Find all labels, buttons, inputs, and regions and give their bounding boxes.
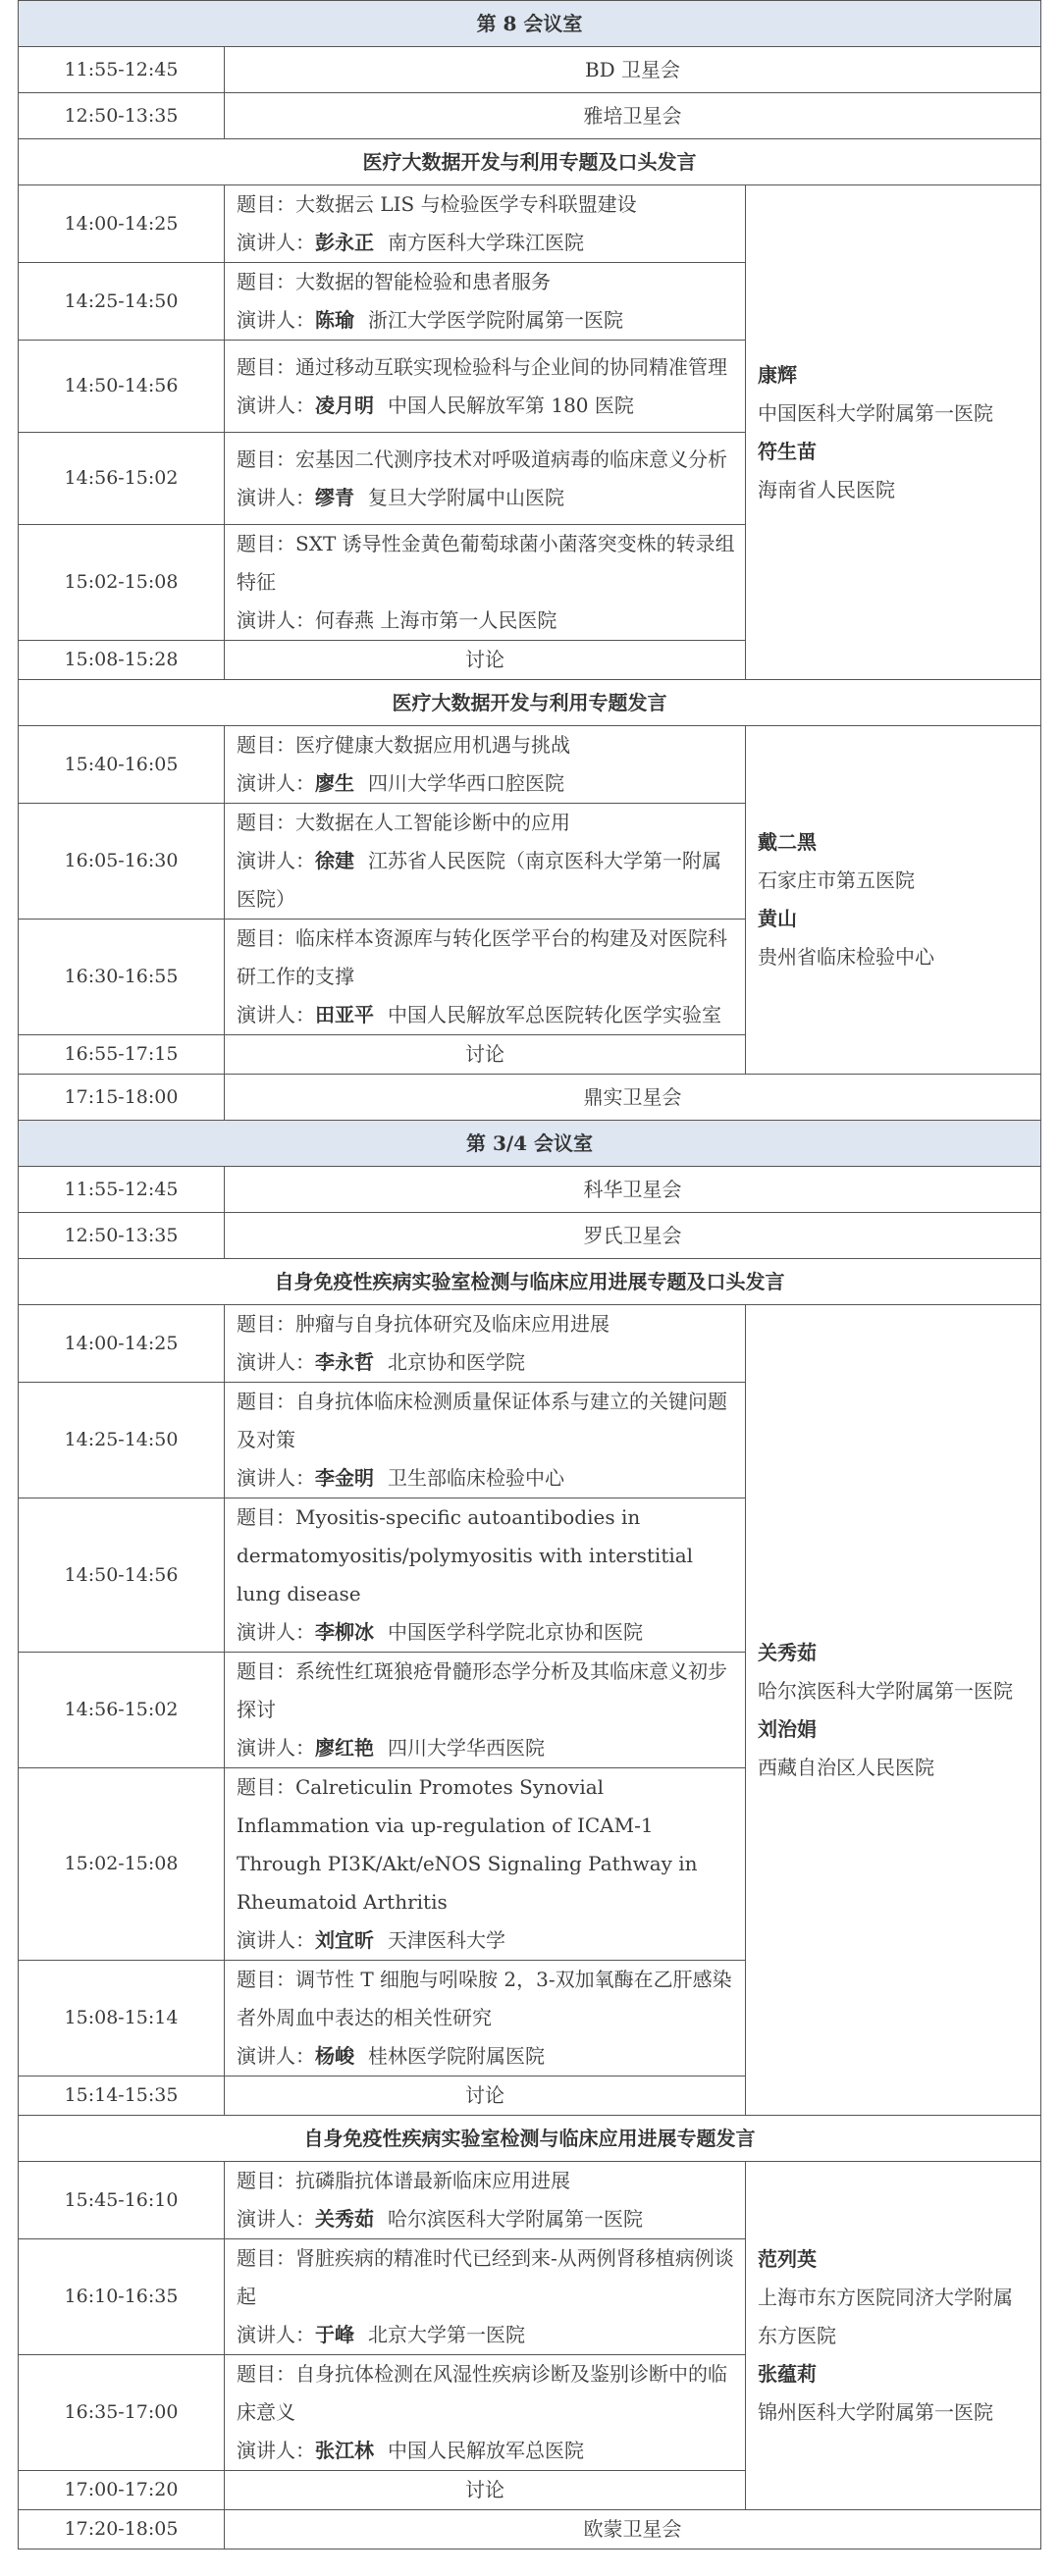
- time-slot: 15:14-15:35: [19, 2077, 225, 2116]
- session-title: 自身免疫性疾病实验室检测与临床应用进展专题发言: [19, 2116, 1041, 2162]
- talk-topic: 题目：大数据云 LIS 与检验医学专科联盟建设: [237, 192, 637, 216]
- speaker-label: 演讲人：: [237, 231, 315, 254]
- speaker-label: 演讲人：: [237, 2207, 315, 2231]
- talk-topic: 题目：SXT 诱导性金黄色葡萄球菌小菌落突变株的转录组特征: [237, 532, 735, 594]
- talk-row: [19, 185, 1041, 263]
- time-slot: 11:55-12:45: [19, 1167, 225, 1213]
- satellite-row: [19, 1213, 1041, 1259]
- chair-affiliation: 哈尔滨医科大学附属第一医院: [758, 1678, 1013, 1703]
- chair-name: 符生苗: [758, 439, 817, 463]
- session-chairs: [746, 1305, 1041, 2116]
- talk-topic: 题目：系统性红斑狼疮骨髓形态学分析及其临床意义初步探讨: [237, 1659, 727, 1721]
- talk-details: [225, 804, 746, 920]
- speaker-affiliation: 中国医学科学院北京协和医院: [388, 1620, 643, 1644]
- talk-details: [225, 263, 746, 341]
- satellite-row: [19, 1167, 1041, 1213]
- speaker-name: 刘宜昕: [315, 1928, 374, 1952]
- speaker-affiliation: 四川大学华西口腔医院: [368, 771, 564, 795]
- speaker-affiliation: 中国人民解放军总医院转化医学实验室: [388, 1003, 721, 1026]
- session-title: 医疗大数据开发与利用专题发言: [19, 680, 1041, 726]
- discussion: 讨论: [225, 2471, 746, 2510]
- speaker-name: 张江林: [315, 2439, 374, 2462]
- time-slot: 17:20-18:05: [19, 2510, 225, 2550]
- talk-details: [225, 1383, 746, 1498]
- talk-details: [225, 1305, 746, 1383]
- time-slot: 12:50-13:35: [19, 1213, 225, 1259]
- discussion: 讨论: [225, 641, 746, 680]
- session-chairs: [746, 2162, 1041, 2510]
- talk-topic: 题目：临床样本资源库与转化医学平台的构建及对医院科研工作的支撑: [237, 926, 727, 988]
- time-slot: 15:02-15:08: [19, 525, 225, 641]
- session-title-row: [19, 1259, 1041, 1305]
- talk-row: [19, 1305, 1041, 1383]
- time-slot: 15:08-15:14: [19, 1961, 225, 2077]
- satellite-meeting: 雅培卫星会: [225, 93, 1041, 139]
- speaker-name: 徐建: [315, 849, 354, 872]
- talk-details: [225, 433, 746, 525]
- speaker-label: 演讲人：: [237, 771, 315, 795]
- chair-affiliation: 上海市东方医院同济大学附属东方医院: [758, 2285, 1013, 2347]
- satellite-meeting: BD 卫星会: [225, 47, 1041, 93]
- speaker-affiliation: 四川大学华西医院: [388, 1736, 545, 1760]
- talk-topic: 题目：自身抗体检测在风湿性疾病诊断及鉴别诊断中的临床意义: [237, 2362, 727, 2424]
- speaker-label: 演讲人：: [237, 485, 315, 509]
- chair-name: 张蕴莉: [758, 2361, 817, 2386]
- speaker-line: [237, 224, 735, 262]
- session-title: 医疗大数据开发与利用专题及口头发言: [19, 139, 1041, 185]
- time-slot: 15:40-16:05: [19, 726, 225, 804]
- speaker-name: 陈瑜: [315, 308, 354, 332]
- time-slot: 15:45-16:10: [19, 2162, 225, 2239]
- time-slot: 16:35-17:00: [19, 2355, 225, 2471]
- speaker-line: [237, 1921, 735, 1960]
- session-title-row: [19, 680, 1041, 726]
- speaker-label: 演讲人：: [237, 1736, 315, 1760]
- speaker-affiliation: 浙江大学医学院附属第一医院: [368, 308, 623, 332]
- speaker-label: 演讲人：: [237, 608, 315, 632]
- speaker-label: 演讲人：: [237, 849, 315, 872]
- satellite-row: [19, 47, 1041, 93]
- speaker-label: 演讲人：: [237, 1003, 315, 1026]
- talk-details: [225, 920, 746, 1035]
- time-slot: 16:55-17:15: [19, 1035, 225, 1075]
- time-slot: 16:10-16:35: [19, 2239, 225, 2355]
- speaker-label: 演讲人：: [237, 2439, 315, 2462]
- speaker-affiliation: 北京协和医学院: [388, 1350, 525, 1374]
- talk-details: [225, 1653, 746, 1768]
- speaker-affiliation: 中国人民解放军第 180 医院: [388, 393, 634, 417]
- speaker-affiliation: 中国人民解放军总医院: [388, 2439, 584, 2462]
- speaker-label: 演讲人：: [237, 1928, 315, 1952]
- speaker-name: 田亚平: [315, 1003, 374, 1026]
- speaker-line: [237, 764, 735, 803]
- time-slot: 14:56-15:02: [19, 1653, 225, 1768]
- room-header-row: [19, 1, 1041, 47]
- time-slot: 14:00-14:25: [19, 185, 225, 263]
- speaker-affiliation: 桂林医学院附属医院: [368, 2044, 545, 2068]
- chair-name: 关秀茹: [758, 1640, 817, 1664]
- time-slot: 14:50-14:56: [19, 341, 225, 433]
- speaker-line: [237, 387, 735, 425]
- talk-details: [225, 341, 746, 433]
- chair-affiliation: 石家庄市第五医院: [758, 868, 915, 892]
- time-slot: 17:15-18:00: [19, 1075, 225, 1121]
- time-slot: 14:25-14:50: [19, 263, 225, 341]
- time-slot: 15:08-15:28: [19, 641, 225, 680]
- speaker-name: 杨峻: [315, 2044, 354, 2068]
- session-chairs: [746, 726, 1041, 1075]
- speaker-line: [237, 2316, 735, 2354]
- talk-details: [225, 1961, 746, 2077]
- session-title: 自身免疫性疾病实验室检测与临床应用进展专题及口头发言: [19, 1259, 1041, 1305]
- speaker-affiliation: 江苏省人民医院（南京医科大学第一附属医院）: [237, 849, 721, 911]
- discussion: 讨论: [225, 1035, 746, 1075]
- talk-topic: 题目：大数据在人工智能诊断中的应用: [237, 811, 570, 834]
- speaker-line: [237, 2200, 735, 2238]
- time-slot: 12:50-13:35: [19, 93, 225, 139]
- time-slot: 16:30-16:55: [19, 920, 225, 1035]
- speaker-name: 于峰: [315, 2323, 354, 2346]
- speaker-label: 演讲人：: [237, 308, 315, 332]
- speaker-line: [237, 479, 735, 517]
- speaker-affiliation: 何春燕 上海市第一人民医院: [315, 608, 557, 632]
- session-chairs: [746, 185, 1041, 680]
- room-header-row: [19, 1121, 1041, 1167]
- talk-details: [225, 525, 746, 641]
- speaker-line: [237, 1343, 735, 1382]
- speaker-affiliation: 天津医科大学: [388, 1928, 505, 1952]
- time-slot: 17:00-17:20: [19, 2471, 225, 2510]
- speaker-name: 廖生: [315, 771, 354, 795]
- speaker-affiliation: 复旦大学附属中山医院: [368, 485, 564, 509]
- talk-details: [225, 1498, 746, 1653]
- talk-row: [19, 726, 1041, 804]
- satellite-row: [19, 1075, 1041, 1121]
- talk-details: [225, 726, 746, 804]
- time-slot: 15:02-15:08: [19, 1768, 225, 1961]
- discussion: 讨论: [225, 2077, 746, 2116]
- speaker-affiliation: 北京大学第一医院: [368, 2323, 525, 2346]
- satellite-meeting: 罗氏卫星会: [225, 1213, 1041, 1259]
- talk-topic: 题目：肿瘤与自身抗体研究及临床应用进展: [237, 1312, 610, 1336]
- speaker-name: 李柳冰: [315, 1620, 374, 1644]
- satellite-meeting: 欧蒙卫星会: [225, 2510, 1041, 2550]
- satellite-row: [19, 2510, 1041, 2550]
- speaker-line: [237, 1613, 735, 1652]
- chair-affiliation: 西藏自治区人民医院: [758, 1755, 934, 1779]
- chair-affiliation: 锦州医科大学附属第一医院: [758, 2399, 993, 2424]
- talk-details: [225, 2239, 746, 2355]
- speaker-line: [237, 1729, 735, 1767]
- speaker-line: [237, 2432, 735, 2470]
- satellite-meeting: 鼎实卫星会: [225, 1075, 1041, 1121]
- chair-affiliation: 中国医科大学附属第一医院: [758, 400, 993, 425]
- speaker-name: 彭永正: [315, 231, 374, 254]
- speaker-name: 缪青: [315, 485, 354, 509]
- talk-topic: 题目：Myositis-specific autoantibodies in dermatomyositis/polymyositis with interstitial lung disease: [237, 1505, 694, 1605]
- time-slot: 11:55-12:45: [19, 47, 225, 93]
- speaker-name: 李永哲: [315, 1350, 374, 1374]
- schedule-body: [19, 1, 1041, 2550]
- room-title: 第 8 会议室: [19, 1, 1041, 47]
- speaker-line: [237, 602, 735, 640]
- session-title-row: [19, 2116, 1041, 2162]
- time-slot: 14:50-14:56: [19, 1498, 225, 1653]
- speaker-label: 演讲人：: [237, 393, 315, 417]
- speaker-label: 演讲人：: [237, 2323, 315, 2346]
- chair-name: 康辉: [758, 362, 797, 387]
- talk-details: [225, 185, 746, 263]
- talk-topic: 题目：通过移动互联实现检验科与企业间的协同精准管理: [237, 354, 727, 379]
- chair-name: 范列英: [758, 2246, 817, 2271]
- talk-topic: 题目：肾脏疾病的精准时代已经到来-从两例肾移植病例谈起: [237, 2246, 734, 2308]
- speaker-line: [237, 1459, 735, 1498]
- time-slot: 16:05-16:30: [19, 804, 225, 920]
- talk-details: [225, 1768, 746, 1961]
- talk-topic: 题目：调节性 T 细胞与吲哚胺 2，3-双加氧酶在乙肝感染者外周血中表达的相关性研究: [237, 1968, 732, 2029]
- speaker-line: [237, 2037, 735, 2076]
- speaker-affiliation: 南方医科大学珠江医院: [388, 231, 584, 254]
- speaker-name: 关秀茹: [315, 2207, 374, 2231]
- chair-affiliation: 海南省人民医院: [758, 477, 895, 501]
- speaker-line: [237, 996, 735, 1034]
- speaker-name: 李金明: [315, 1466, 374, 1490]
- talk-topic: 题目：Calreticulin Promotes Synovial Inflammation via up-regulation of ICAM-1 Through PI3K/Akt/eNOS Signaling Pathway in Rheumatoid Arthritis: [237, 1775, 698, 1914]
- speaker-label: 演讲人：: [237, 2044, 315, 2068]
- speaker-label: 演讲人：: [237, 1350, 315, 1374]
- time-slot: 14:25-14:50: [19, 1383, 225, 1498]
- chair-name: 黄山: [758, 907, 797, 930]
- talk-topic: 题目：抗磷脂抗体谱最新临床应用进展: [237, 2169, 570, 2192]
- room-title: 第 3/4 会议室: [19, 1121, 1041, 1167]
- talk-row: [19, 2162, 1041, 2239]
- schedule-table: [18, 0, 1041, 2550]
- chair-name: 刘治娟: [758, 1716, 817, 1741]
- time-slot: 14:56-15:02: [19, 433, 225, 525]
- talk-topic: 题目：自身抗体临床检测质量保证体系与建立的关键问题及对策: [237, 1390, 727, 1451]
- talk-topic: 题目：大数据的智能检验和患者服务: [237, 270, 551, 293]
- time-slot: 14:00-14:25: [19, 1305, 225, 1383]
- speaker-line: [237, 301, 735, 340]
- satellite-row: [19, 93, 1041, 139]
- speaker-line: [237, 842, 735, 919]
- speaker-affiliation: 卫生部临床检验中心: [388, 1466, 564, 1490]
- speaker-affiliation: 哈尔滨医科大学附属第一医院: [388, 2207, 643, 2231]
- talk-details: [225, 2355, 746, 2471]
- talk-details: [225, 2162, 746, 2239]
- speaker-name: 廖红艳: [315, 1736, 374, 1760]
- speaker-label: 演讲人：: [237, 1466, 315, 1490]
- speaker-name: 凌月明: [315, 393, 374, 417]
- chair-name: 戴二黑: [758, 830, 817, 854]
- talk-topic: 题目：宏基因二代测序技术对呼吸道病毒的临床意义分析: [237, 447, 727, 471]
- speaker-label: 演讲人：: [237, 1620, 315, 1644]
- satellite-meeting: 科华卫星会: [225, 1167, 1041, 1213]
- talk-topic: 题目：医疗健康大数据应用机遇与挑战: [237, 733, 570, 757]
- chair-affiliation: 贵州省临床检验中心: [758, 945, 934, 969]
- session-title-row: [19, 139, 1041, 185]
